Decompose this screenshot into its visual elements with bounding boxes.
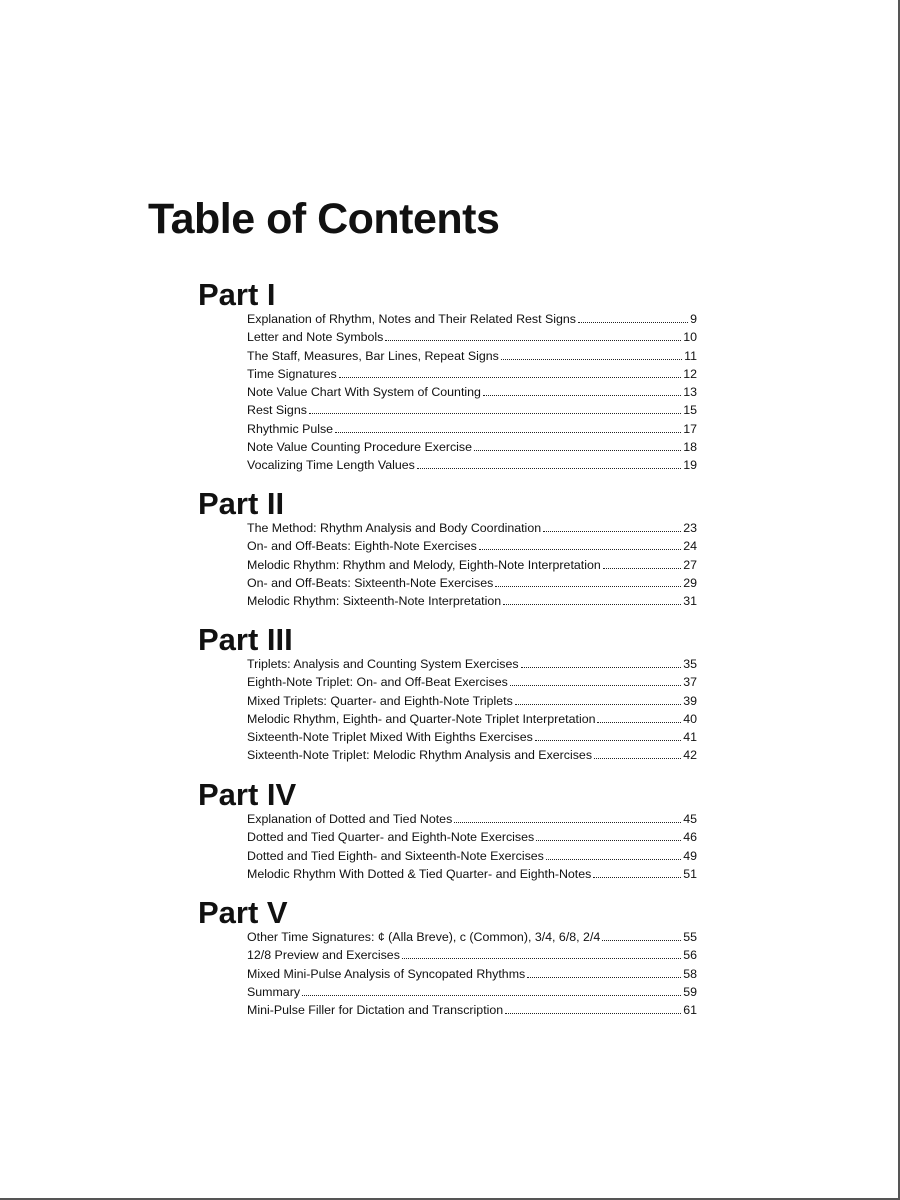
- part-heading: Part II: [198, 486, 285, 521]
- page-number: 11: [684, 348, 697, 363]
- toc-entry: [247, 847, 697, 865]
- page-number: 12: [683, 366, 697, 381]
- dot-leader: [302, 995, 681, 996]
- page-number: 61: [683, 1003, 697, 1018]
- page-title: Table of Contents: [148, 195, 500, 243]
- dot-leader: [479, 549, 681, 550]
- toc-entry: [247, 365, 697, 383]
- toc-entry: [247, 310, 697, 328]
- toc-entry: [247, 347, 697, 365]
- page-number: 51: [683, 866, 697, 881]
- page-number: 58: [683, 966, 697, 981]
- page-number: 15: [683, 403, 697, 418]
- toc-entry: [247, 537, 697, 555]
- toc-entry: [247, 983, 697, 1001]
- entry-title: 12/8 Preview and Exercises: [247, 948, 400, 963]
- toc-entry: [247, 655, 697, 673]
- entry-title: Mixed Mini-Pulse Analysis of Syncopated Rhythms: [247, 966, 526, 981]
- part-heading: Part I: [198, 277, 276, 312]
- dot-leader: [578, 322, 688, 323]
- entry-title: Explanation of Rhythm, Notes and Their Related Rest Signs: [247, 312, 576, 326]
- dot-leader: [474, 450, 681, 451]
- dot-leader: [594, 758, 681, 759]
- entry-title: Explanation of Dotted and Tied Notes: [247, 812, 453, 826]
- entry-title: Mini-Pulse Filler for Dictation and Transcription: [247, 1003, 504, 1018]
- page-number: 45: [683, 812, 697, 826]
- dot-leader: [521, 667, 682, 668]
- entry-title: Dotted and Tied Eighth- and Sixteenth-Note Exercises: [247, 848, 544, 863]
- page-number: 49: [683, 848, 697, 863]
- toc-entry: [247, 420, 697, 438]
- toc-entry: [247, 438, 697, 456]
- entry-title: The Method: Rhythm Analysis and Body Coordination: [247, 521, 542, 535]
- entry-title: Note Value Counting Procedure Exercise: [247, 440, 472, 455]
- dot-leader: [503, 604, 681, 605]
- entry-title: Summary: [247, 984, 301, 999]
- dot-leader: [546, 859, 681, 860]
- dot-leader: [536, 840, 681, 841]
- page-number: 31: [683, 594, 697, 609]
- part-heading: Part V: [198, 895, 288, 930]
- entry-title: Sixteenth-Note Triplet: Melodic Rhythm Analysis and Exercises: [247, 748, 593, 763]
- page-number: 9: [690, 312, 697, 326]
- dot-leader: [339, 377, 681, 378]
- page-number: 39: [683, 693, 697, 708]
- dot-leader: [527, 977, 681, 978]
- entry-title: Triplets: Analysis and Counting System Exercises: [247, 657, 519, 671]
- part-section: [198, 487, 698, 610]
- entry-title: Vocalizing Time Length Values: [247, 458, 415, 473]
- dot-leader: [510, 685, 681, 686]
- page-number: 29: [683, 575, 697, 590]
- dot-leader: [501, 359, 682, 360]
- toc-entry: [247, 746, 697, 764]
- dot-leader: [593, 877, 681, 878]
- page-number: 18: [683, 440, 697, 455]
- dot-leader: [515, 704, 681, 705]
- page-number: 19: [683, 458, 697, 473]
- entry-title: Melodic Rhythm: Sixteenth-Note Interpretation: [247, 594, 502, 609]
- page-number: 40: [683, 711, 697, 726]
- toc-entry: [247, 556, 697, 574]
- entry-title: Melodic Rhythm, Eighth- and Quarter-Note Triplet Interpretation: [247, 711, 596, 726]
- part-heading: Part IV: [198, 777, 297, 812]
- dot-leader: [454, 822, 681, 823]
- part-section: [198, 278, 698, 475]
- toc-entry: [247, 828, 697, 846]
- page-number: 37: [683, 675, 697, 690]
- toc-entry: [247, 865, 697, 883]
- toc-entry: [247, 928, 697, 946]
- dot-leader: [597, 722, 681, 723]
- toc-entry: [247, 519, 697, 537]
- page-number: 59: [683, 984, 697, 999]
- entry-title: On- and Off-Beats: Sixteenth-Note Exercises: [247, 575, 494, 590]
- entry-title: Letter and Note Symbols: [247, 330, 384, 345]
- entry-title: Mixed Triplets: Quarter- and Eighth-Note Triplets: [247, 693, 513, 708]
- entry-list: [198, 810, 698, 883]
- dot-leader: [483, 395, 681, 396]
- part-section: [198, 896, 698, 1019]
- toc-entry: [247, 728, 697, 746]
- toc-entry: [247, 328, 697, 346]
- page-number: 46: [683, 830, 697, 845]
- toc-entry: [247, 710, 697, 728]
- dot-leader: [385, 340, 681, 341]
- toc-entry: [247, 946, 697, 964]
- dot-leader: [505, 1013, 681, 1014]
- toc-entry: [247, 1001, 697, 1019]
- entry-title: Sixteenth-Note Triplet Mixed With Eighths Exercises: [247, 730, 533, 745]
- entry-list: [198, 655, 698, 765]
- entry-title: The Staff, Measures, Bar Lines, Repeat Signs: [247, 348, 499, 363]
- entry-title: Melodic Rhythm: Rhythm and Melody, Eighth-Note Interpretation: [247, 557, 601, 572]
- page-number: 23: [683, 521, 697, 535]
- entry-list: [198, 519, 698, 610]
- entry-title: Rest Signs: [247, 403, 307, 418]
- dot-leader: [495, 586, 681, 587]
- part-heading: Part III: [198, 622, 293, 657]
- entry-title: Time Signatures: [247, 366, 337, 381]
- dot-leader: [402, 958, 681, 959]
- dot-leader: [602, 940, 681, 941]
- page-number: 10: [683, 330, 697, 345]
- entry-title: Other Time Signatures: ¢ (Alla Breve), c (Common), 3/4, 6/8, 2/4: [247, 930, 601, 944]
- toc-entry: [247, 456, 697, 474]
- entry-title: Dotted and Tied Quarter- and Eighth-Note Exercises: [247, 830, 535, 845]
- dot-leader: [335, 432, 681, 433]
- page-number: 35: [683, 657, 697, 671]
- toc-entry: [247, 965, 697, 983]
- part-section: [198, 778, 698, 883]
- toc-entry: [247, 692, 697, 710]
- page-number: 41: [683, 730, 697, 745]
- entry-list: [198, 310, 698, 475]
- entry-title: Melodic Rhythm With Dotted & Tied Quarter- and Eighth-Notes: [247, 866, 592, 881]
- page-number: 56: [683, 948, 697, 963]
- toc-entry: [247, 401, 697, 419]
- entry-title: Note Value Chart With System of Counting: [247, 385, 481, 400]
- page-number: 55: [683, 930, 697, 944]
- dot-leader: [417, 468, 681, 469]
- dot-leader: [535, 740, 681, 741]
- part-section: [198, 623, 698, 765]
- page-number: 24: [683, 539, 697, 554]
- page-number: 42: [683, 748, 697, 763]
- toc-entry: [247, 574, 697, 592]
- toc-entry: [247, 592, 697, 610]
- toc-entry: [247, 673, 697, 691]
- page-number: 17: [683, 421, 697, 436]
- dot-leader: [309, 413, 681, 414]
- toc-entry: [247, 810, 697, 828]
- entry-title: Eighth-Note Triplet: On- and Off-Beat Exercises: [247, 675, 508, 690]
- entry-title: On- and Off-Beats: Eighth-Note Exercises: [247, 539, 477, 554]
- entry-list: [198, 928, 698, 1019]
- entry-title: Rhythmic Pulse: [247, 421, 334, 436]
- dot-leader: [603, 568, 681, 569]
- dot-leader: [543, 531, 681, 532]
- page-number: 27: [683, 557, 697, 572]
- page-number: 13: [683, 385, 697, 400]
- toc-entry: [247, 383, 697, 401]
